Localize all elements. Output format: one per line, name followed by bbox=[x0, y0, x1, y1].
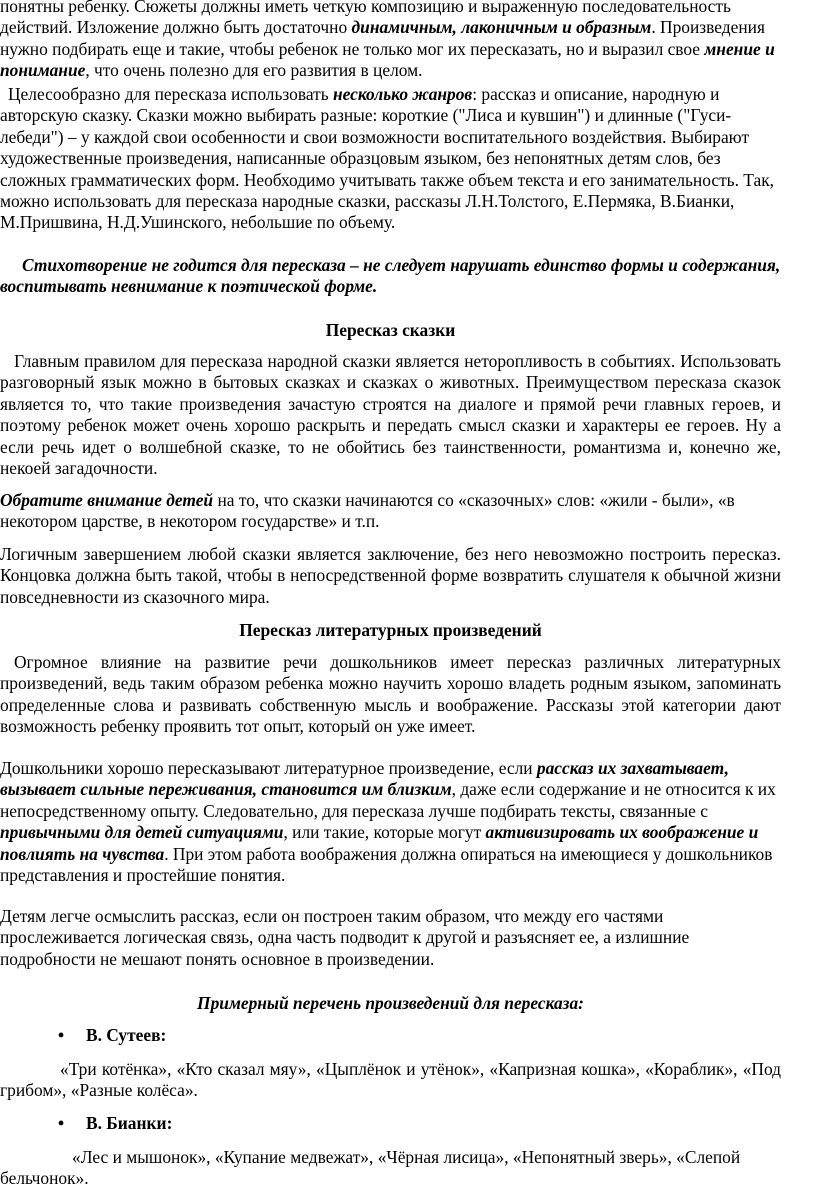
paragraph-fairy-tale-rules bbox=[0, 351, 781, 479]
paragraph-literary-influence bbox=[0, 652, 781, 738]
text-run: . Произведения нужно подбирать еще и такие, чтобы ребенок не только мог их пересказать, но и выразил свое bbox=[0, 17, 765, 59]
emphasis-text: Обратите внимание детей bbox=[0, 490, 214, 510]
paragraph-genres bbox=[0, 84, 781, 234]
text-run: Логичным завершением любой сказки является заключение, без него невозможно построить пересказ. Концовка должна быть такой, чтобы в непосредственной форме возвратить слушателя к обычной жизни повседневности из сказочного мира. bbox=[0, 544, 781, 607]
text-run: , даже если содержание и не относится к их непосредственному опыту. Следовательно, для пересказа лучше подбирать тексты, связанные с bbox=[0, 779, 776, 821]
text-run: Целесообразно для пересказа использовать bbox=[8, 84, 334, 104]
emphasis-text: Стихотворение не годится для пересказа – не следует нарушать единство формы и содержания, воспитывать невнимание к поэтической форме. bbox=[0, 255, 781, 297]
paragraph-ending bbox=[0, 544, 781, 608]
text-run: Главным правилом для пересказа народной сказки является неторопливость в событиях. Использовать разговорный язык можно в бытовых сказках и сказках о животных. Преимуществом пересказа сказок является то, что такие произведения зачастую строятся на диалоге и прямой речи главных героев, и поэтому ребенок может очень хорошо раскрыть и передать смысл сказки и характеры ее героев. Ну а если речь идет о волшебной сказке, то не обойтись без таинственности, романтизма и, конечно же, некоей загадочности. bbox=[0, 351, 781, 479]
emphasis-text: активизировать их воображение и повлиять на чувства bbox=[0, 822, 759, 864]
works-suteev: «Три котёнка», «Кто сказал мяу», «Цыплёнок и утёнок», «Капризная кошка», «Кораблик», «Под грибом», «Разные колёса». bbox=[0, 1059, 781, 1101]
text-run: : рассказ и описание, народную и авторскую сказку. Сказки можно выбирать разные: короткие ("Лиса и кувшин") и длинные ("Гуси-лебеди") – у каждой свои особенности и свои возможности воспитательного воздействия. Выбирают художественные произведения, написанные образцовым языком, без непонятных детям слов, без сложных грамматических форм. Необходимо учитывать также объем текста и его занимательность. Так, можно использовать для пересказа народные сказки, рассказы Л.Н.Толстого, Е.Пермяка, В.Бианки, М.Пришвина, Н.Д.Ушинского, небольшие по объему. bbox=[0, 84, 775, 233]
text-run: Дошкольники хорошо пересказывают литературное произведение, если bbox=[0, 758, 537, 778]
emphasis-text: динамичным, лаконичным и образным bbox=[351, 17, 652, 38]
emphasis-text: рассказ их захватывает, вызывает сильные переживания, становится им близким bbox=[0, 758, 729, 800]
text-run: . При этом работа воображения должна опираться на имеющиеся у дошкольников представления и простейшие понятия. bbox=[0, 843, 773, 886]
emphasis-text: несколько жанров bbox=[333, 84, 473, 104]
author-name: В. Сутеев: bbox=[86, 1025, 167, 1045]
paragraph-intro bbox=[0, 0, 781, 82]
paragraph-preschoolers bbox=[0, 758, 781, 886]
heading-works-list: Примерный перечень произведений для пересказа: bbox=[197, 993, 584, 1013]
text-run: , или такие, которые могут bbox=[283, 822, 486, 843]
paragraph-logic bbox=[0, 906, 781, 970]
bullet-icon: • bbox=[58, 1113, 65, 1133]
bullet-icon: • bbox=[58, 1025, 65, 1045]
text-run: , что очень полезно для его развития в целом. bbox=[85, 60, 423, 81]
heading-literary-retelling: Пересказ литературных произведений bbox=[239, 620, 542, 640]
heading-fairy-tale-retelling: Пересказ сказки bbox=[325, 320, 456, 340]
text-run: понятны ребенку. Сюжеты должны иметь четкую композицию и выраженную последовательность действий. Изложение должно быть достаточно bbox=[0, 0, 731, 38]
text-run: Детям легче осмыслить рассказ, если он построен таким образом, что между его частями прослеживается логическая связь, одна часть подводит к другой и разъясняет ее, а излишние подробности не мешают понять основное в произведении. bbox=[0, 906, 690, 969]
text-run: на то, что сказки начинаются со «сказочных» слов: «жили - были», «в некотором царстве, в некотором государстве» и т.п. bbox=[0, 490, 735, 532]
works-bianki: «Лес и мышонок», «Купание медвежат», «Чёрная лисица», «Непонятный зверь», «Слепой бельчонок». bbox=[0, 1147, 741, 1189]
author-name: В. Бианки: bbox=[86, 1113, 173, 1133]
paragraph-poem-note bbox=[0, 255, 781, 298]
emphasis-text: привычными для детей ситуациями bbox=[0, 822, 284, 843]
emphasis-text: мнение и понимание bbox=[0, 38, 775, 81]
paragraph-attention bbox=[0, 490, 781, 533]
text-run: Огромное влияние на развитие речи дошкольников имеет пересказ различных литературных произведений, ведь таким образом ребенка можно научить хорошо владеть родным языком, запоминать определенные слова и развивать собственную мысль и воображение. Рассказы этой категории дают возможность ребенку проявить тот опыт, который он уже имеет. bbox=[0, 652, 781, 737]
